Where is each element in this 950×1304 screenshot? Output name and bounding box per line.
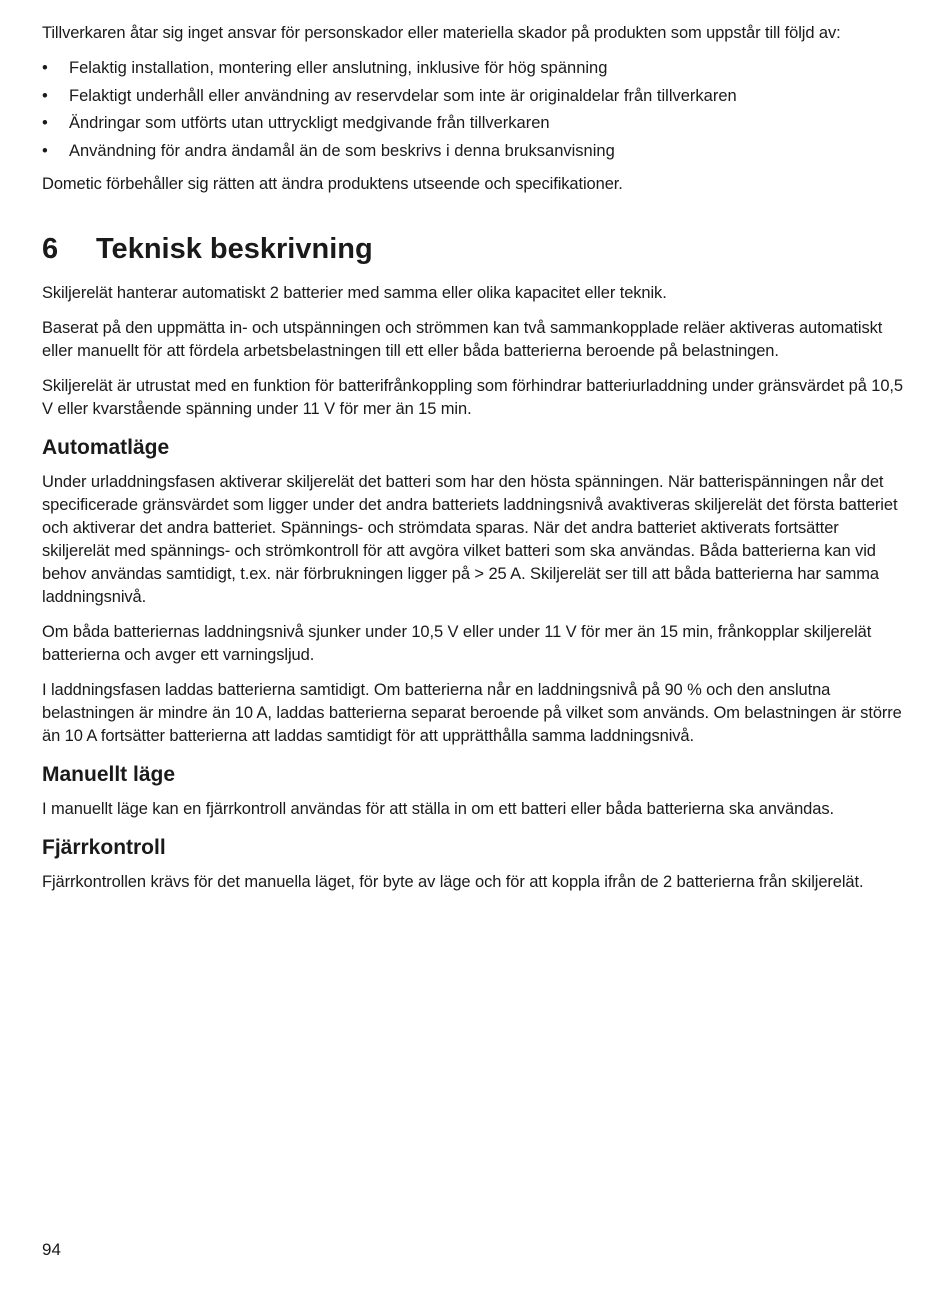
bullet-icon: • — [42, 86, 48, 105]
section-paragraph: Skiljerelät hanterar automatiskt 2 batterier med samma eller olika kapacitet eller teknik. — [42, 283, 667, 302]
automatic-mode-paragraph: Om båda batteriernas laddningsnivå sjunker under 10,5 V eller under 11 V för mer än 15 min, frånkopplar skiljerelät batterierna och avger ett varningsljud. — [42, 622, 872, 664]
section-paragraph: Baserat på den uppmätta in- och utspänningen och strömmen kan två sammankopplade reläer aktiveras automatiskt eller manuellt för att fördela arbetsbelastningen till ett eller båda batterierna beroende på belastningen. — [42, 318, 883, 360]
list-item-text: Felaktigt underhåll eller användning av reservdelar som inte är originaldelar från tillverkaren — [69, 86, 737, 105]
bullet-icon: • — [42, 114, 48, 132]
automatic-mode-heading: Automatläge — [42, 435, 170, 459]
bullet-icon: • — [42, 141, 48, 160]
remote-control-paragraph: Fjärrkontrollen krävs för det manuella läget, för byte av läge och för att koppla ifrån de 2 batterierna från skiljerelät. — [42, 872, 864, 891]
list-item — [42, 57, 910, 80]
automatic-mode-paragraph: I laddningsfasen laddas batterierna samtidigt. Om batterierna når en laddningsnivå på 90 % och den anslutna belastningen är mindre än 10 A, laddas batterierna separat beroende på vilket som används. Om belastningen är större än 10 A fortsätter batterierna att laddas samtidigt för att upprätthålla samma laddningsnivå. — [42, 680, 902, 745]
section-heading — [42, 232, 910, 266]
list-item — [42, 85, 910, 108]
document-page — [42, 22, 910, 906]
list-item — [42, 112, 910, 135]
remote-control-heading: Fjärrkontroll — [42, 835, 166, 859]
reserve-note: Dometic förbehåller sig rätten att ändra produktens utseende och specifikationer. — [42, 174, 623, 193]
liability-list — [42, 57, 910, 163]
section-title: Teknisk beskrivning — [96, 232, 373, 265]
manual-mode-heading: Manuellt läge — [42, 762, 176, 786]
list-item-text: Ändringar som utförts utan uttryckligt medgivande från tillverkaren — [69, 114, 550, 132]
list-item-text: Felaktig installation, montering eller anslutning, inklusive för hög spänning — [69, 59, 608, 77]
bullet-icon: • — [42, 59, 48, 77]
list-item-text: Användning för andra ändamål än de som beskrivs i denna bruksanvisning — [69, 141, 615, 160]
automatic-mode-paragraph: Under urladdningsfasen aktiverar skiljerelät det batteri som har den hösta spänningen. När batterispänningen når det specificerade gränsvärdet som ligger under det andra batteriets laddningsnivå avaktiveras skiljerelät det första batteriet och aktiverar det andra batteriet. Spännings- och strömdata sparas. När det andra batteriet aktiverats fortsätter skiljerelät med spännings- och strömkontroll för att avgöra vilket batteri som ska användas. Båda batterierna kan vid behov användas samtidigt, t.ex. när förbrukningen ligger på > 25 A. Skiljerelät ser till att båda batterierna har samma laddningsnivå. — [42, 472, 898, 606]
section-paragraph: Skiljerelät är utrustat med en funktion för batterifrånkoppling som förhindrar batteriurladdning under gränsvärdet på 10,5 V eller kvarstående spänning under 11 V för mer än 15 min. — [42, 376, 903, 418]
liability-intro: Tillverkaren åtar sig inget ansvar för personskador eller materiella skador på produkten som uppstår till följd av: — [42, 24, 841, 42]
page-number: 94 — [42, 1240, 61, 1259]
section-number: 6 — [42, 232, 59, 265]
manual-mode-paragraph: I manuellt läge kan en fjärrkontroll användas för att ställa in om ett batteri eller båda batterierna ska användas. — [42, 799, 834, 818]
list-item — [42, 140, 910, 163]
